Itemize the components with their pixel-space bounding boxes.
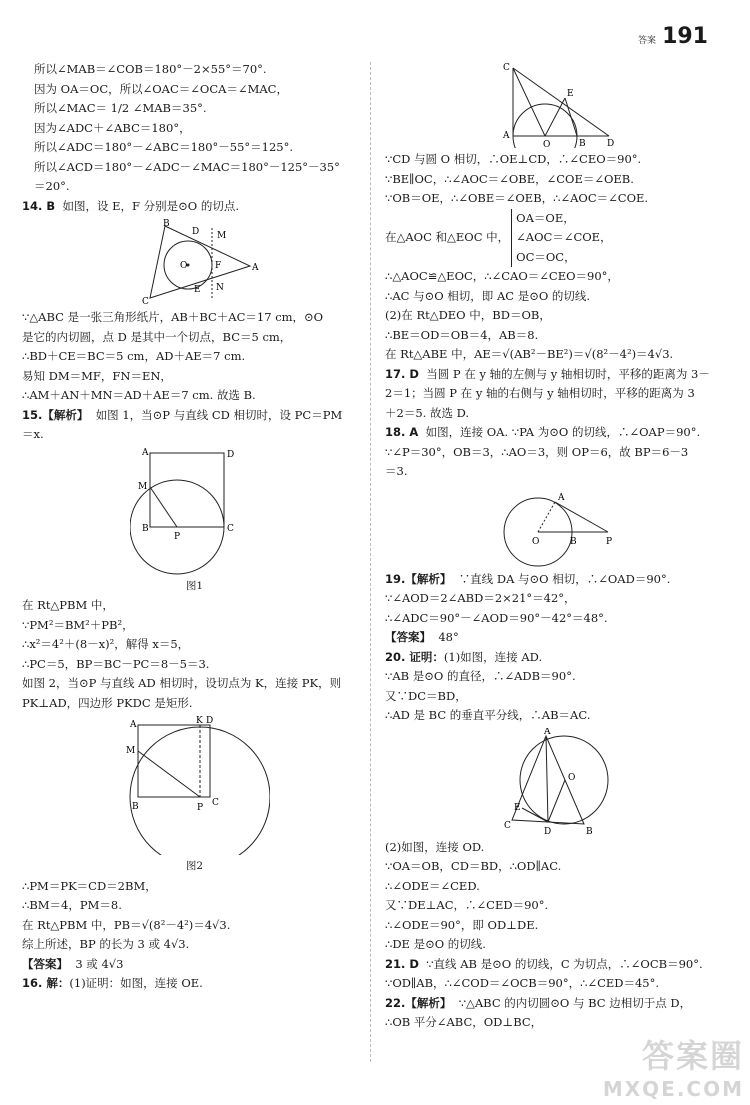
answer-label: 【答案】 bbox=[385, 630, 431, 644]
page-header bbox=[638, 24, 708, 49]
text-line: ∵△ABC 的内切圆⊙O 与 BC 边相切于点 D， bbox=[458, 995, 692, 1010]
svg-text:E: E bbox=[566, 89, 574, 99]
figure-1-caption: 图1 bbox=[185, 579, 204, 592]
svg-text:D: D bbox=[606, 139, 614, 148]
text-line: ∴BD＋CE＝BC＝5 cm，AD＋AE＝7 cm. bbox=[22, 349, 246, 363]
question-16 bbox=[22, 974, 367, 994]
text-line: (2)在 Rt△DEO 中，BD＝OB， bbox=[385, 308, 551, 322]
page-number: 191 bbox=[662, 24, 708, 49]
text-line: 在 Rt△PBM 中，PB＝√(8²－4²)＝4√3. bbox=[22, 917, 231, 932]
text-line: (1)证明：如图，连接 OE. bbox=[69, 976, 203, 990]
svg-text:D: D bbox=[205, 716, 213, 726]
watermark-url: MXQE.COM bbox=[602, 1077, 744, 1101]
text-line: 是它的内切圆，点 D 是其中一个切点，BC＝5 cm， bbox=[22, 329, 292, 344]
answer-value: 3 或 4√3 bbox=[75, 956, 124, 971]
question-19 bbox=[385, 570, 730, 590]
text-line: 又∵DC＝BD， bbox=[385, 688, 467, 703]
text-line: ∴DE 是⊙O 的切线. bbox=[385, 937, 486, 951]
answer-value: 48° bbox=[438, 630, 459, 644]
svg-text:A: A bbox=[141, 447, 148, 458]
text-line: 所以∠MAB＝∠COB＝180°－2×55°＝70°. bbox=[34, 62, 267, 76]
svg-text:C: C bbox=[502, 63, 510, 73]
question-14 bbox=[22, 197, 367, 217]
figure-2-caption: 图2 bbox=[185, 860, 204, 872]
figure-1 bbox=[130, 447, 260, 575]
figure-q20 bbox=[498, 728, 618, 836]
text-line: 易知 DM＝MF，FN＝EN， bbox=[22, 368, 172, 383]
text-line: ∴AM＋AN＋MN＝AD＋AE＝7 cm. 故选 B. bbox=[22, 388, 256, 402]
svg-text:F: F bbox=[214, 261, 221, 271]
text-line: ∵OA＝OB，CD＝BD，∴OD∥AC. bbox=[385, 859, 562, 873]
figure-q14 bbox=[120, 218, 270, 306]
text-line: ∴BM＝4，PM＝8. bbox=[22, 898, 122, 912]
figure-q18 bbox=[488, 484, 628, 568]
text-line: ∵直线 AB 是⊙O 的切线，C 为切点，∴∠OCB＝90°. bbox=[426, 956, 703, 971]
svg-text:A: A bbox=[129, 720, 136, 730]
svg-text:C: C bbox=[141, 297, 149, 306]
svg-text:B: B bbox=[162, 219, 170, 229]
text-line: ∵直线 DA 与⊙O 相切，∴∠OAD＝90°. bbox=[458, 571, 671, 586]
text-line: OC＝OC， bbox=[516, 249, 576, 264]
svg-text:D: D bbox=[226, 449, 234, 460]
text-line: ∵BE∥OC，∴∠AOC＝∠OBE，∠COE＝∠OEB. bbox=[385, 171, 634, 186]
question-17 bbox=[385, 365, 730, 385]
text-line: ∴PC＝5，BP＝BC－PC＝8－5＝3. bbox=[22, 656, 210, 671]
text-line: ∵OD∥AB，∴∠COD＝∠OCB＝90°，∴∠CED＝45°. bbox=[385, 976, 660, 990]
text-line: ＋2＝5. 故选 D. bbox=[385, 405, 470, 420]
svg-text:D: D bbox=[191, 227, 199, 237]
text-line: ∴AD 是 BC 的垂直平分线，∴AB＝AC. bbox=[385, 708, 591, 722]
text-line: PK⊥AD，四边形 PKDC 是矩形. bbox=[22, 695, 193, 710]
question-number: 17. D bbox=[385, 366, 419, 381]
watermark-logo bbox=[603, 1031, 744, 1101]
svg-text:B: B bbox=[585, 826, 593, 836]
svg-text:D: D bbox=[543, 826, 551, 836]
svg-text:O: O bbox=[542, 140, 550, 148]
question-22 bbox=[385, 994, 730, 1014]
svg-text:P: P bbox=[605, 536, 612, 547]
text-line: ∴△AOC≌△EOC，∴∠CAO＝∠CEO＝90°， bbox=[385, 269, 619, 283]
congruence-system bbox=[385, 209, 730, 268]
text-line: 所以∠ADC＝180°－∠ABC＝180°－55°＝125°. bbox=[34, 140, 294, 154]
text-line: ∵△ABC 是一张三角形纸片，AB＋BC＋AC＝17 cm，⊙O bbox=[22, 310, 324, 324]
text-line: ∴BE＝OD＝OB＝4，AB＝8. bbox=[385, 327, 539, 342]
svg-text:A: A bbox=[543, 727, 550, 737]
text-line: 在 Rt△PBM 中， bbox=[22, 598, 114, 612]
text-line: 综上所述，BP 的长为 3 或 4√3. bbox=[22, 937, 190, 951]
text-line: 2＝1；当圆 P 在 y 轴的右侧与 y 轴相切时，平移的距离为 3 bbox=[385, 386, 695, 400]
svg-text:C: C bbox=[211, 798, 219, 808]
text-line: 如图 1，当⊙P 与直线 CD 相切时，设 PC＝PM bbox=[95, 407, 343, 422]
svg-text:P: P bbox=[173, 531, 180, 542]
text-line: 当圆 P 在 y 轴的左侧与 y 轴相切时，平移的距离为 3－ bbox=[426, 366, 710, 381]
text-line: 所以∠ACD＝180°－∠ADC－∠MAC＝180°－125°－35° bbox=[34, 159, 340, 174]
text-line: 所以∠MAC＝ 1/2 ∠MAB＝35°. bbox=[34, 101, 207, 115]
svg-text:B: B bbox=[578, 139, 586, 148]
text-line: ∠AOC＝∠COE， bbox=[516, 230, 612, 244]
text-line: ∵PM²＝BM²＋PB²， bbox=[22, 617, 134, 632]
figure-2 bbox=[120, 715, 270, 855]
svg-text:B: B bbox=[131, 802, 139, 812]
svg-text:A: A bbox=[502, 131, 509, 141]
svg-text:M: M bbox=[216, 231, 226, 241]
text-line: ∵AB 是⊙O 的直径，∴∠ADB＝90°. bbox=[385, 669, 576, 683]
text-line: ∵OB＝OE，∴∠OBE＝∠OEB，∴∠AOC＝∠COE. bbox=[385, 191, 649, 205]
watermark-text: 答案圈 bbox=[641, 1037, 744, 1075]
text-line: ∴PM＝PK＝CD＝2BM， bbox=[22, 878, 157, 893]
text-line: ＝3. bbox=[385, 464, 408, 478]
question-number: 14. B bbox=[22, 198, 56, 213]
svg-text:E: E bbox=[513, 802, 521, 813]
svg-text:O: O bbox=[567, 772, 575, 783]
answer-label: 【答案】 bbox=[22, 956, 68, 971]
question-20 bbox=[385, 648, 730, 668]
question-number: 16. 解： bbox=[22, 976, 70, 990]
svg-text:N: N bbox=[215, 283, 224, 293]
text-line: 因为 OA＝OC，所以∠OAC＝∠OCA＝∠MAC， bbox=[34, 81, 288, 96]
text-line: ∵∠P＝30°，OB＝3，∴AO＝3，则 OP＝6，故 BP＝6－3 bbox=[385, 444, 689, 459]
text-line: 在△AOC 和△EOC 中， bbox=[385, 230, 510, 244]
text-line: ＝x. bbox=[22, 427, 44, 441]
answer-line bbox=[385, 628, 730, 648]
svg-text:C: C bbox=[226, 523, 234, 534]
text-line: ∵∠AOD＝2∠ABD＝2×21°＝42°， bbox=[385, 591, 576, 605]
text-line: OA＝OE， bbox=[516, 210, 575, 225]
answer-line bbox=[22, 955, 367, 975]
text-line: ∴OB 平分∠ABC，OD⊥BC， bbox=[385, 1015, 543, 1029]
svg-text:O: O bbox=[531, 536, 539, 547]
column-divider bbox=[370, 62, 371, 1062]
svg-text:C: C bbox=[503, 820, 511, 831]
svg-text:A: A bbox=[251, 263, 258, 273]
svg-text:E: E bbox=[193, 285, 201, 295]
text-line: ＝20°. bbox=[34, 179, 70, 193]
header-tag: 答案 bbox=[638, 36, 657, 46]
text-line: 在 Rt△ABE 中，AE＝√(AB²－BE²)＝√(8²－4²)＝4√3. bbox=[385, 347, 674, 361]
svg-text:M: M bbox=[137, 481, 147, 492]
question-number: 21. D bbox=[385, 956, 419, 971]
question-18 bbox=[385, 423, 730, 443]
text-line: ∴∠ODE＝90°，即 OD⊥DE. bbox=[385, 917, 539, 932]
svg-text:M: M bbox=[125, 746, 135, 756]
text-line: 如图 2，当⊙P 与直线 AD 相切时，设切点为 K，连接 PK，则 bbox=[22, 676, 342, 690]
question-number: 19.【解析】 bbox=[385, 571, 452, 586]
left-column bbox=[22, 60, 367, 994]
text-line: (2)如图，连接 OD. bbox=[385, 839, 485, 854]
text-line: ∴AC 与⊙O 相切，即 AC 是⊙O 的切线. bbox=[385, 288, 591, 303]
text-line: ∴∠ADC＝90°－∠AOD＝90°－42°＝48°. bbox=[385, 610, 608, 625]
text-line: 因为∠ADC＋∠ABC＝180°， bbox=[34, 120, 191, 135]
right-column bbox=[385, 60, 730, 1033]
text-line: 如图，设 E，F 分别是⊙O 的切点. bbox=[62, 198, 240, 213]
question-15 bbox=[22, 406, 367, 426]
svg-text:B: B bbox=[569, 536, 577, 547]
text-line: 又∵DE⊥AC，∴∠CED＝90°. bbox=[385, 898, 549, 912]
figure-q16 bbox=[493, 62, 623, 148]
text-line: ∴x²＝4²＋(8－x)²，解得 x＝5， bbox=[22, 637, 190, 651]
text-line: (1)如图，连接 AD. bbox=[443, 649, 543, 664]
text-line: ∵CD 与圆 O 相切，∴OE⊥CD，∴∠CEO＝90°. bbox=[385, 152, 642, 166]
svg-text:O: O bbox=[179, 261, 187, 271]
svg-text:K: K bbox=[195, 716, 203, 726]
svg-text:B: B bbox=[141, 523, 149, 534]
svg-text:A: A bbox=[557, 492, 564, 503]
svg-text:P: P bbox=[196, 803, 203, 813]
question-21 bbox=[385, 955, 730, 975]
question-number: 20. 证明： bbox=[385, 649, 444, 664]
text-line: 如图，连接 OA. ∵PA 为⊙O 的切线，∴∠OAP＝90°. bbox=[425, 425, 701, 439]
question-number: 22.【解析】 bbox=[385, 995, 452, 1010]
question-number: 15.【解析】 bbox=[22, 407, 89, 422]
question-number: 18. A bbox=[385, 425, 419, 439]
text-line: ∴∠ODE＝∠CED. bbox=[385, 878, 480, 893]
